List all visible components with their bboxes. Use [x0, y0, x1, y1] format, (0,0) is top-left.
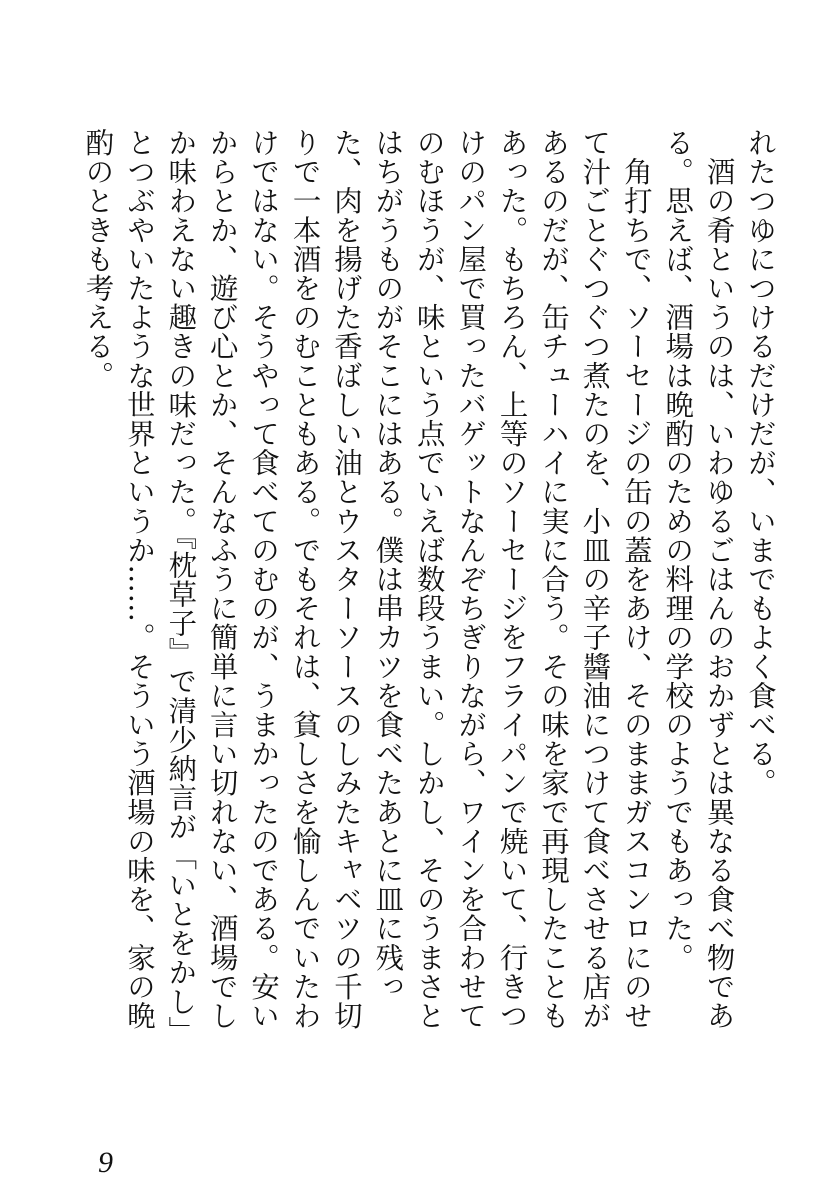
page-number: 9: [98, 1146, 113, 1179]
paragraph-3: 角打ちで、ソーセージの缶の蓋をあけ、そのままガスコンロにのせて汁ごとぐつぐつ煮たのを、小皿の辛子醬油につけて食べさせる店があるのだが、缶チューハイに実に合う。その味を家で再現したこともあった。もちろん、上等のソーセージをフライパンで焼いて、行きつけのパン屋で買ったバゲットなんぞちぎりながら、ワインを合わせてのむほうが、味という点でいえば数段うまい。しかし、そのうまさとはちがうものがそこにはある。僕は串カツを食べたあとに皿に残った、肉を揚げた香ばしい油とウスターソースのしみたキャベツの千切りで一本酒をのむこともある。でもそれは、貧しさを愉しんでいたわけではない。そうやって食べてのむのが、うまかったのである。安いからとか、遊び心とか、そんなふうに簡単に言い切れない、酒場でしか味わえない趣きの味だった。『枕草子』で清少納言が「いとをかし」とつぶやいたような世界というか……。そういう酒場の味を、家の晩酌のときも考える。: [81, 128, 653, 1045]
body-text: [61, 128, 781, 1048]
paragraph-2: 酒の肴というのは、いわゆるごはんのおかずとは異なる食べ物である。思えば、酒場は晩酌のための料理の学校のようでもあった。: [661, 128, 736, 1031]
paragraph-1: れたつゆにつけるだけだが、いまでもよく食べる。: [744, 128, 777, 798]
